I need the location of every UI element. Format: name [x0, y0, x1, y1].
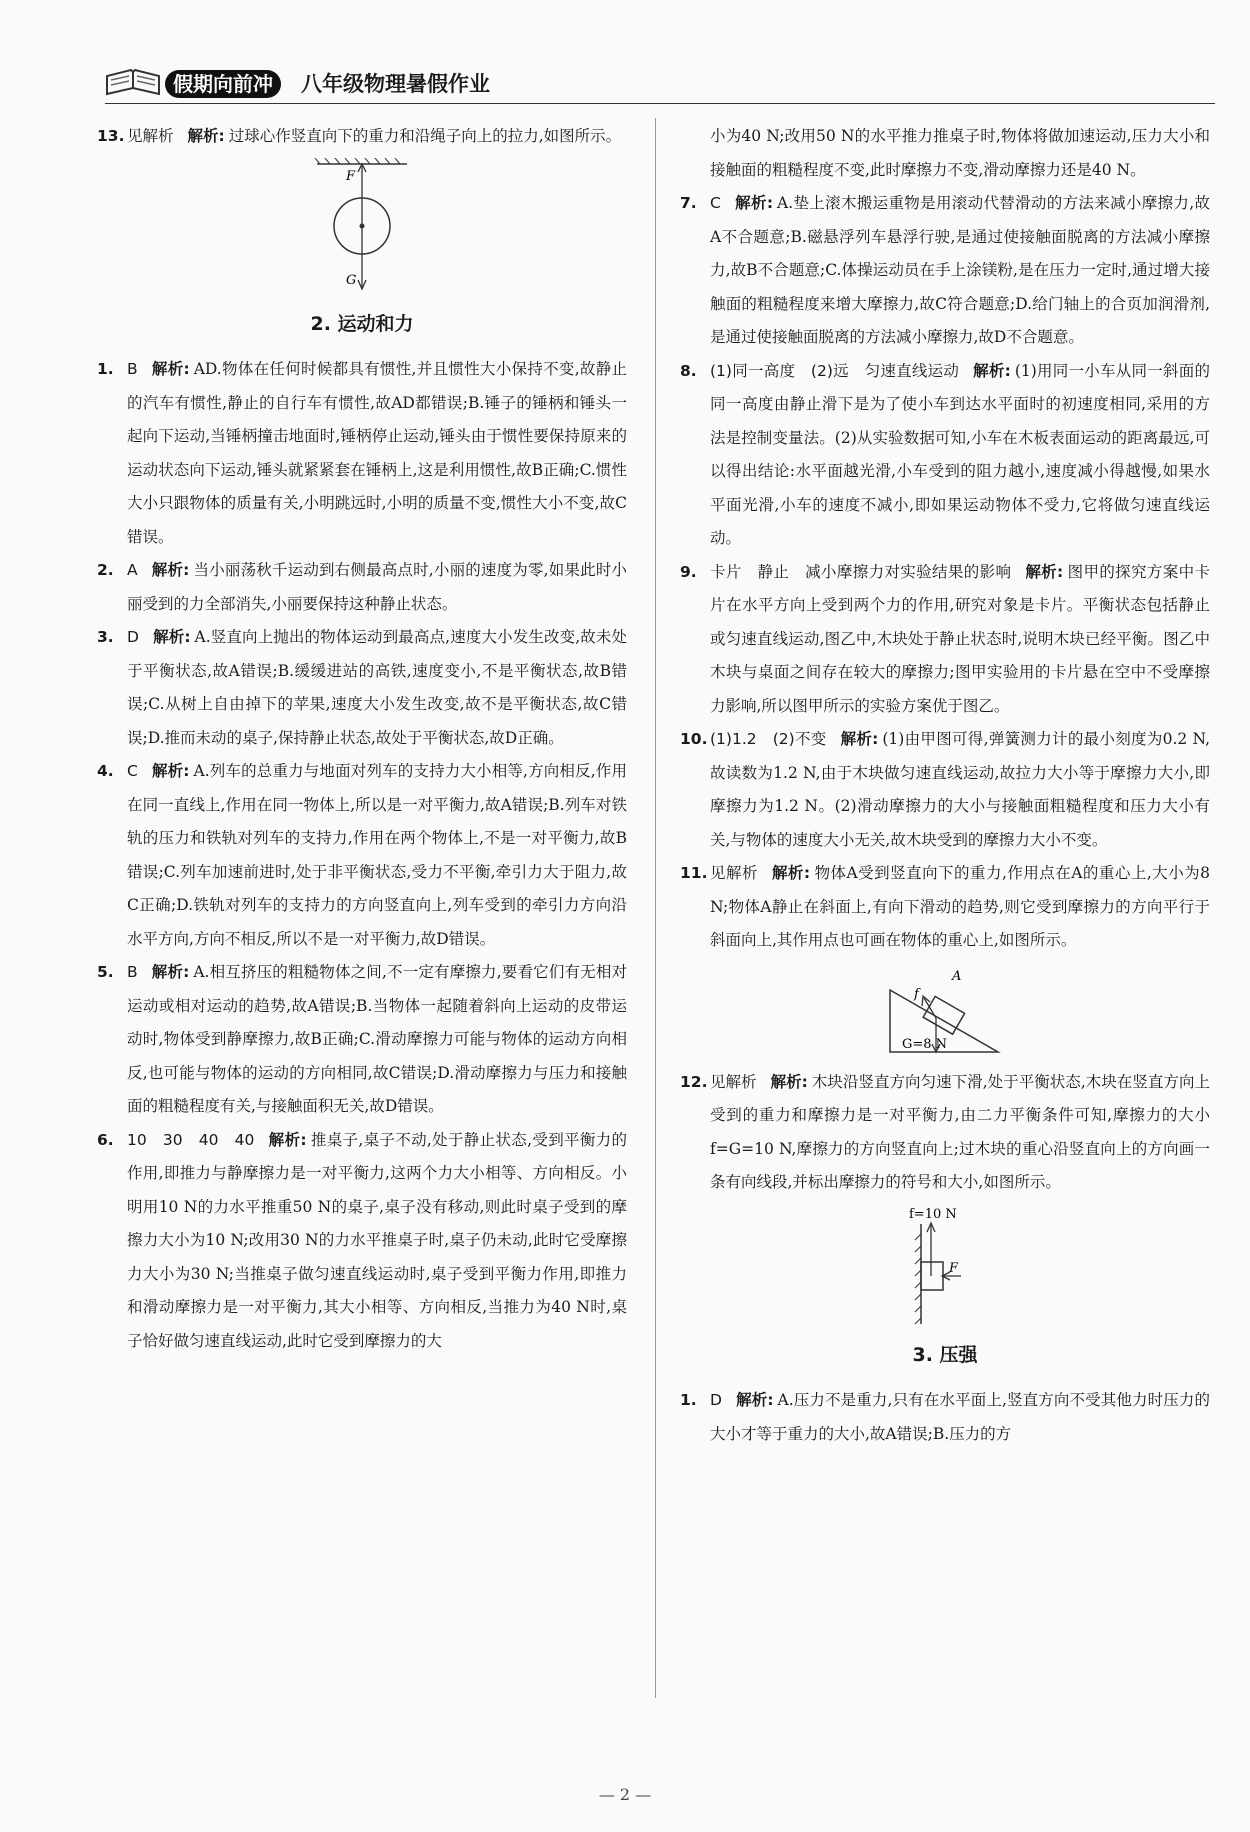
- answer-key: D: [710, 1391, 722, 1409]
- analysis-label: 解析:: [840, 730, 879, 748]
- left-column: [97, 120, 627, 1358]
- analysis-label: 解析:: [151, 762, 190, 780]
- analysis-label: 解析:: [151, 561, 190, 579]
- analysis-text: 推桌子,桌子不动,处于静止状态,受到平衡力的作用,即推力与静摩擦力是一对平衡力,这两个力大小相等、方向相反。小明用10 N的力水平推重50 N的桌子,桌子没有移动,则此时桌子受到的摩擦力大小为10 N;改用30 N的力水平推桌子时,桌子仍未动,此时它受摩擦力大小为30 N;当推桌子做匀速直线运动时,桌子受到平衡力作用,即推力和滑动摩擦力是一对平衡力,其大小相等、方向相反,当推力为40 N时,桌子恰好做匀速直线运动,此时它受到摩擦力的大: [127, 1130, 628, 1350]
- header-badge: 假期向前冲: [165, 70, 281, 98]
- answer-key: B: [127, 963, 138, 981]
- item-number: 5.: [97, 963, 114, 981]
- answer-item-10: [680, 723, 1210, 857]
- answer-item-13: [97, 120, 627, 154]
- right-column: [680, 120, 1210, 1451]
- answer-item-2: [97, 554, 627, 621]
- section-title-3: 3. 压强: [912, 1343, 978, 1366]
- answer-key: 见解析: [710, 864, 758, 882]
- analysis-label: 解析:: [187, 127, 225, 145]
- analysis-label: 解析:: [771, 864, 811, 882]
- answer-item-8: [680, 355, 1210, 556]
- force-label-g: G=8 N: [902, 1036, 948, 1052]
- answer-key: 见解析: [127, 127, 174, 145]
- analysis-label: 解析:: [152, 628, 191, 646]
- page-header: [105, 70, 1215, 102]
- analysis-label: 解析:: [735, 1391, 774, 1409]
- answer-item-6-continued: [680, 120, 1210, 187]
- section-title-2: 2. 运动和力: [310, 312, 414, 335]
- analysis-text: 木块沿竖直方向匀速下滑,处于平衡状态,木块在竖直方向上受到的重力和摩擦力是一对平衡力,由二力平衡条件可知,摩擦力的大小 f=G=10 N,摩擦力的方向竖直向上;过木块的重心沿竖直向上的方向画一条有向线段,并标出摩擦力的符号和大小,如图所示。: [710, 1072, 1210, 1191]
- answer-key: (1)1.2 (2)不变: [710, 730, 827, 748]
- analysis-text: A.相互挤压的粗糙物体之间,不一定有摩擦力,要看它们有无相对运动或相对运动的趋势,故A错误;B.当物体一起随着斜向上运动的皮带运动时,物体受到静摩擦力,故B正确;C.滑动摩擦力可能与物体的运动方向相反,也可能与物体的运动的方向相同,故C错误;D.滑动摩擦力与压力和接触面的粗糙程度有关,与接触面积无关,故D错误。: [127, 963, 627, 1115]
- answer-item-1: [97, 353, 627, 554]
- header-rule: [105, 103, 1215, 104]
- item-number: 11.: [680, 864, 708, 882]
- analysis-label: 解析:: [1025, 562, 1064, 581]
- item-number: 6.: [97, 1130, 114, 1149]
- item-number: 9.: [680, 562, 697, 581]
- analysis-text: 物体A受到竖直向下的重力,作用点在A的重心上,大小为8 N;物体A静止在斜面上,有向下滑动的趋势,则它受到摩擦力的方向平行于斜面向上,其作用点也可画在物体的重心上,如图所示。: [710, 864, 1210, 949]
- item-number: 4.: [97, 762, 114, 780]
- analysis-label: 解析:: [151, 963, 190, 981]
- figure-block-on-incline: [870, 962, 1020, 1062]
- analysis-text: 过球心作竖直向下的重力和沿绳子向上的拉力,如图所示。: [228, 127, 622, 145]
- force-label-g: G: [346, 272, 357, 288]
- answer-key: 见解析: [710, 1072, 757, 1091]
- answer-item-5: [97, 956, 627, 1124]
- answer-key: D: [127, 628, 139, 646]
- force-label-f: F: [346, 168, 356, 184]
- answer-key: 卡片 静止 减小摩擦力对实验结果的影响: [710, 562, 1012, 581]
- analysis-label: 解析:: [268, 1130, 307, 1149]
- analysis-text: 小为40 N;改用50 N的水平推力推桌子时,物体将做加速运动,压力大小和接触面的粗糙程度不变,此时摩擦力不变,滑动摩擦力还是40 N。: [710, 127, 1210, 179]
- item-number: 2.: [97, 561, 114, 579]
- answer-item-6: [97, 1124, 627, 1359]
- answer-item-9: [680, 556, 1210, 724]
- answer-key: C: [127, 762, 138, 780]
- answer-item-7: [680, 187, 1210, 355]
- object-label-a: A: [952, 968, 962, 984]
- analysis-text: (1)由甲图可得,弹簧测力计的最小刻度为0.2 N,故读数为1.2 N,由于木块做匀速直线运动,故拉力大小等于摩擦力大小,即摩擦力为1.2 N。(2)滑动摩擦力的大小与接触面粗糙程度和压力大小有关,与物体的速度大小无关,故木块受到的摩擦力大小不变。: [710, 730, 1210, 849]
- answer-key: C: [710, 194, 721, 212]
- answer-key: 10 30 40 40: [127, 1130, 255, 1149]
- analysis-text: 当小丽荡秋千运动到右侧最高点时,小丽的速度为零,如果此时小丽受到的力全部消失,小丽要保持这种静止状态。: [127, 561, 627, 613]
- analysis-label: 解析:: [973, 361, 1011, 380]
- answer-key: (1)同一高度 (2)远 匀速直线运动: [710, 361, 960, 380]
- analysis-label: 解析:: [770, 1072, 808, 1091]
- analysis-text: A.列车的总重力与地面对列车的支持力大小相等,方向相反,作用在同一直线上,作用在同一物体上,所以是一对平衡力,故A错误;B.列车对铁轨的压力和铁轨对列车的支持力,作用在两个物体上,不是一对平衡力,故B错误;C.列车加速前进时,处于非平衡状态,受力不平衡,牵引力大于阻力,故C正确;D.铁轨对列车的支持力的方向竖直向上,列车受到的牵引力方向沿水平方向,方向不相反,所以不是一对平衡力,故D错误。: [127, 762, 627, 948]
- header-title: 八年级物理暑假作业: [301, 72, 490, 96]
- item-number: 3.: [97, 628, 114, 646]
- open-book-icon: [105, 68, 163, 98]
- analysis-label: 解析:: [734, 194, 774, 212]
- answer-key: B: [127, 360, 138, 378]
- figure-hanging-ball: [302, 158, 422, 298]
- answer-key: A: [127, 561, 138, 579]
- answer-item-3: [97, 621, 627, 755]
- figure-block-on-wall: [885, 1204, 1005, 1329]
- answer-item-4: [97, 755, 627, 956]
- item-number: 12.: [680, 1072, 708, 1091]
- item-number: 8.: [680, 361, 697, 380]
- item-number: 10.: [680, 730, 708, 748]
- force-label-f: f=10 N: [909, 1206, 957, 1222]
- analysis-text: A.压力不是重力,只有在水平面上,竖直方向不受其他力时压力的大小才等于重力的大小,故A错误;B.压力的方: [710, 1391, 1210, 1443]
- item-number: 7.: [680, 194, 697, 212]
- answer-item-11: [680, 857, 1210, 958]
- force-label-f: f: [914, 986, 919, 1002]
- item-number: 1.: [680, 1391, 697, 1409]
- analysis-text: A.垫上滚木搬运重物是用滚动代替滑动的方法来减小摩擦力,故A不合题意;B.磁悬浮列车悬浮行驶,是通过使接触面脱离的方法减小摩擦力,故B不合题意;C.体操运动员在手上涂镁粉,是在压力一定时,通过增大接触面的粗糙程度来增大摩擦力,故C符合题意;D.给门轴上的合页加润滑剂,是通过使接触面脱离的方法减小摩擦力,故D不合题意。: [710, 194, 1210, 346]
- column-divider: [655, 118, 656, 1698]
- page-number: — 2 —: [598, 1785, 652, 1804]
- analysis-text: A.竖直向上抛出的物体运动到最高点,速度大小发生改变,故未处于平衡状态,故A错误;B.缓缓进站的高铁,速度变小,不是平衡状态,故B错误;C.从树上自由掉下的苹果,速度大小发生改变,故不是平衡状态,故C错误;D.推而未动的桌子,保持静止状态,故处于平衡状态,故D正确。: [127, 628, 627, 747]
- answer-item-12: [680, 1066, 1210, 1200]
- force-label-push: F: [949, 1260, 959, 1276]
- answer-item-3-1: [680, 1384, 1210, 1451]
- analysis-text: 图甲的探究方案中卡片在水平方向上受到两个力的作用,研究对象是卡片。平衡状态包括静止或匀速直线运动,图乙中,木块处于静止状态时,说明木块已经平衡。图乙中木块与桌面之间存在较大的摩擦力;图甲实验用的卡片悬在空中不受摩擦力影响,所以图甲所示的实验方案优于图乙。: [710, 562, 1210, 715]
- item-number: 13.: [97, 127, 125, 145]
- item-number: 1.: [97, 360, 114, 378]
- analysis-text: (1)用同一小车从同一斜面的同一高度由静止滑下是为了使小车到达水平面时的初速度相同,采用的方法是控制变量法。(2)从实验数据可知,小车在木板表面运动的距离最远,可以得出结论:水平面越光滑,小车受到的阻力越小,速度减小得越慢,如果水平面光滑,小车的速度不减小,即如果运动物体不受力,它将做匀速直线运动。: [710, 361, 1210, 547]
- analysis-label: 解析:: [151, 360, 190, 378]
- analysis-text: AD.物体在任何时候都具有惯性,并且惯性大小保持不变,故静止的汽车有惯性,静止的自行车有惯性,故AD都错误;B.锤子的锤柄和锤头一起向下运动,当锤柄撞击地面时,锤柄停止运动,锤头由于惯性要保持原来的运动状态向下运动,锤头就紧紧套在锤柄上,这是利用惯性,故B正确;C.惯性大小只跟物体的质量有关,小明跳远时,小明的质量不变,惯性大小不变,故C错误。: [127, 360, 628, 546]
